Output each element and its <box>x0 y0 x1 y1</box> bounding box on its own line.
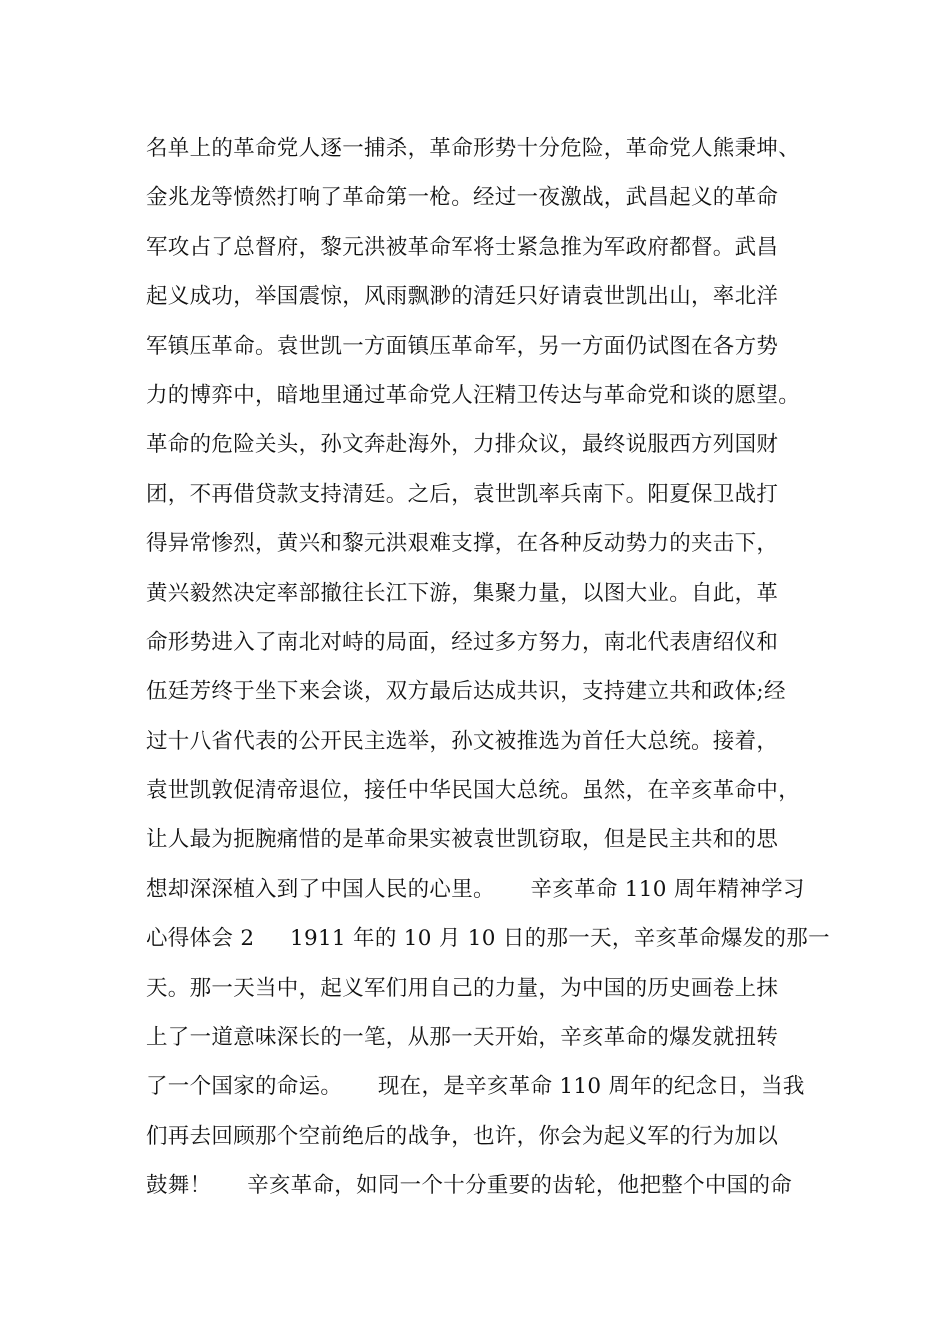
text-line: 力的博弈中，暗地里通过革命党人汪精卫传达与革命党和谈的愿望。 <box>146 382 801 408</box>
text-line: 们再去回顾那个空前绝后的战争，也许，你会为起义军的行为加以 <box>146 1123 779 1149</box>
text-line: 金兆龙等愤然打响了革命第一枪。经过一夜激战，武昌起义的革命 <box>146 185 779 211</box>
text-line: 天。那一天当中，起义军们用自己的力量，为中国的历史画卷上抹 <box>146 975 779 1001</box>
text-line: 起义成功，举国震惊，风雨飘渺的清廷只好请袁世凯出山，率北洋 <box>146 284 779 310</box>
text-line: 团，不再借贷款支持清廷。之后，袁世凯率兵南下。阳夏保卫战打 <box>146 481 779 507</box>
text-line: 命形势进入了南北对峙的局面，经过多方努力，南北代表唐绍仪和 <box>146 629 779 655</box>
text-line: 得异常惨烈，黄兴和黎元洪艰难支撑，在各种反动势力的夹击下， <box>146 531 779 557</box>
text-line: 袁世凯敦促清帝退位，接任中华民国大总统。虽然，在辛亥革命中， <box>146 778 801 804</box>
text-line: 革命的危险关头，孙文奔赴海外，力排众议，最终说服西方列国财 <box>146 432 779 458</box>
text-line: 伍廷芳终于坐下来会谈，双方最后达成共识，支持建立共和政体;经 <box>146 679 786 705</box>
text-line: 想却深深植入到了中国人民的心里。 辛亥革命 110 周年精神学习 <box>146 876 805 902</box>
text-line: 名单上的革命党人逐一捕杀，革命形势十分危险，革命党人熊秉坤、 <box>146 136 801 161</box>
text-line: 上了一道意味深长的一笔，从那一天开始，辛亥革命的爆发就扭转 <box>146 1025 779 1051</box>
text-line: 鼓舞！ 辛亥革命，如同一个十分重要的齿轮，他把整个中国的命 <box>146 1173 793 1199</box>
text-line: 黄兴毅然决定率部撤往长江下游，集聚力量，以图大业。自此，革 <box>146 580 779 606</box>
text-line: 军镇压革命。袁世凯一方面镇压革命军，另一方面仍试图在各方势 <box>146 333 779 359</box>
text-line: 了一个国家的命运。 现在，是辛亥革命 110 周年的纪念日，当我 <box>146 1074 805 1100</box>
body-text <box>146 124 846 1211</box>
text-line: 心得体会 2 1911 年的 10 月 10 日的那一天，辛亥革命爆发的那一 <box>146 926 830 952</box>
text-line: 让人最为扼腕痛惜的是革命果实被袁世凯窃取，但是民主共和的思 <box>146 827 779 853</box>
text-line: 过十八省代表的公开民主选举，孙文被推选为首任大总统。接着， <box>146 728 779 754</box>
text-line: 军攻占了总督府，黎元洪被革命军将士紧急推为军政府都督。武昌 <box>146 234 779 260</box>
